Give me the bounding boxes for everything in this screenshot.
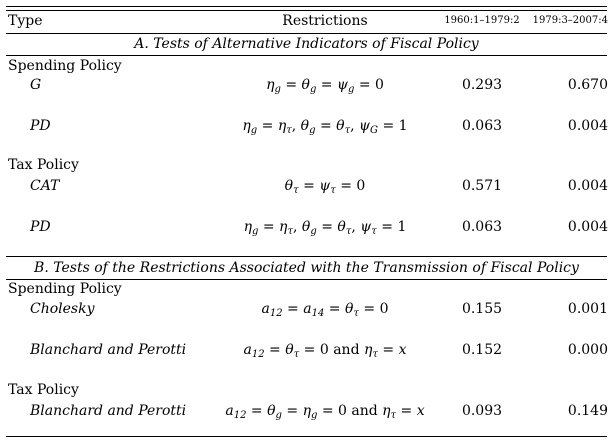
p-value-period-2: 0.149 (567, 403, 608, 419)
restriction-formula: $a_{12} = a_{14} = \theta_\tau = 0$ (261, 301, 389, 319)
model-name: Blanchard and Perotti (30, 403, 187, 419)
model-name: Cholesky (30, 301, 95, 317)
restriction-formula: $\theta_\tau = \psi_\tau = 0$ (284, 178, 366, 196)
table-row (0, 116, 613, 136)
panel-b-tax-label-row (0, 380, 613, 400)
panel-a-title-row (0, 34, 613, 54)
p-value-period-2: 0.000 (567, 342, 608, 358)
p-value-period-1: 0.063 (461, 118, 503, 134)
indicator-name: PD (30, 219, 51, 235)
header-period-1: 1960:1–1979:2 (444, 15, 520, 26)
p-value-period-2: 0.670 (567, 77, 608, 93)
panel-a-tax-label-row (0, 155, 613, 175)
panel-a-spending-label-row (0, 56, 613, 76)
indicator-name: CAT (30, 178, 60, 194)
header-restrictions: Restrictions (282, 13, 368, 29)
panel-a-tax-label: Tax Policy (8, 157, 79, 173)
header-type: Type (8, 13, 43, 29)
panel-a-spending-label: Spending Policy (8, 58, 122, 74)
p-value-period-1: 0.571 (461, 178, 503, 194)
p-value-period-2: 0.004 (567, 118, 608, 134)
table-row (0, 217, 613, 237)
p-value-period-2: 0.004 (567, 219, 608, 235)
restriction-formula: $a_{12} = \theta_\tau = 0$ and $\eta_\tau = x$ (243, 342, 407, 360)
p-value-period-1: 0.152 (461, 342, 503, 358)
indicator-name: PD (30, 118, 51, 134)
panel-a-title: A. Tests of Alternative Indicators of Fiscal Policy (134, 36, 479, 52)
header-row (0, 11, 613, 31)
restriction-formula: $\eta_g = \eta_\tau$, $\theta_g = \theta_\tau$, $\psi_G = 1$ (242, 118, 408, 136)
table-row (0, 75, 613, 95)
table-row (0, 299, 613, 319)
bottom-rule (6, 436, 607, 437)
panel-b-title-row (0, 258, 613, 278)
restriction-formula: $\eta_g = \eta_\tau$, $\theta_g = \theta_\tau$, $\psi_\tau = 1$ (243, 219, 407, 237)
table-row (0, 176, 613, 196)
top-rule (6, 6, 607, 7)
restriction-formula: $\eta_g = \theta_g = \psi_g = 0$ (266, 77, 384, 95)
model-name: Blanchard and Perotti (30, 342, 187, 358)
header-period-2: 1979:3–2007:4 (532, 15, 608, 26)
panel-b-spending-label-row (0, 279, 613, 299)
panel-b-spending-label: Spending Policy (8, 281, 122, 297)
p-value-period-1: 0.155 (461, 301, 503, 317)
panel-b-top-rule (6, 256, 607, 257)
indicator-name: G (30, 77, 42, 93)
table-row (0, 401, 613, 421)
panel-b-tax-label: Tax Policy (8, 382, 79, 398)
panel-b-title: B. Tests of the Restrictions Associated with the Transmission of Fiscal Policy (34, 260, 579, 276)
p-value-period-1: 0.293 (461, 77, 503, 93)
table-row (0, 340, 613, 360)
p-value-period-2: 0.004 (567, 178, 608, 194)
p-value-period-2: 0.001 (567, 301, 608, 317)
restriction-formula: $a_{12} = \theta_g = \eta_g = 0$ and $\eta_\tau = x$ (225, 403, 425, 421)
p-value-period-1: 0.093 (461, 403, 503, 419)
p-value-period-1: 0.063 (461, 219, 503, 235)
